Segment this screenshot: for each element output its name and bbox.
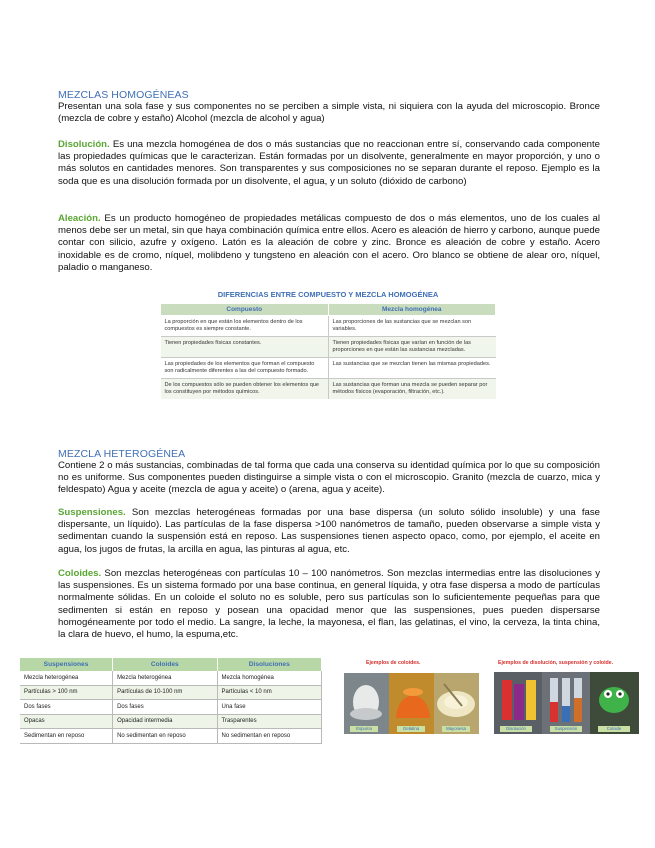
suspensiones-term: Suspensiones. — [58, 507, 126, 518]
table-row — [161, 337, 496, 358]
colloid-photos-illustration — [344, 658, 479, 736]
table-header-row — [161, 304, 496, 316]
table-cell: La proporción en que están los elementos dentro de los compuestos es siempre constante. — [161, 316, 329, 337]
table-cell: No sedimentan en reposo — [217, 729, 321, 744]
table-cell: Opacidad intermedia — [113, 714, 217, 729]
table-cell: Partículas < 10 nm — [217, 685, 321, 700]
table-cell: Las sustancias que se mezclan tienen las mismas propiedades. — [328, 358, 496, 379]
table-cell: Trasparentes — [217, 714, 321, 729]
aleacion-text: Es un producto homogéneo de propiedades metálicas compuesto de dos o más elementos, uno de los cuales al menos debe ser un metal, sin que haya combinación química entre ellos. Acero es aleación de hierro y carbono, aunque puede contar con silicio, azufre y oxígeno. Latón es la aleación de cobre y zinc. Bronce es aleación de cobre y estaño. Acero inoxidable es de cromo, níquel, molibdeno y tungsteno en aleación con el acero. Oro blanco se obtiene de alear oro, níquel, paladio o manganeso. — [58, 213, 600, 273]
heterogeneous-intro: Contiene 2 o más sustancias, combinadas de tal forma que cada una conserva su identidad química por lo que su composición no es uniforme. Sus componentes pueden distinguirse a simple vista o con el microscopio. Granito (mezcla de cuarzo, mica y feldespato) Agua y aceite (mezcla de agua y aceite) o (arena, agua y aceite). — [58, 460, 600, 496]
table-cell: Tienen propiedades físicas constantes. — [161, 337, 329, 358]
table-row — [161, 358, 496, 379]
suspensiones-text: Son mezclas heterogéneas formadas por una base dispersa (un soluto sólido insoluble) y una fase dispersante, un líquido). Las partículas de la fase dispersa >100 nanómetros de tamaño, pueden observarse a simple vista y sedimentan cuando la suspensión está en reposo. Las suspensiones tienen aspecto opaco, como, por ejemplo, el aceite en agua, los jugos de frutas, la arcilla en agua, las pinturas al agua, etc. — [58, 507, 600, 555]
table-cell: Mezcla homogénea — [217, 671, 321, 685]
table-cell: Las sustancias que forman una mezcla se pueden separar por métodos físicos (evaporación, filtración, etc.). — [328, 379, 496, 400]
figure-caption: Mayonesa — [442, 726, 470, 732]
table-row — [20, 685, 322, 700]
table-cell: Dos fases — [20, 700, 113, 715]
figure-caption: Espuma — [350, 726, 378, 732]
table-cell: Las proporciones de las sustancias que se mezclan son variables. — [328, 316, 496, 337]
disolucion-term: Disolución. — [58, 139, 110, 150]
compuesto-vs-mezcla-table — [160, 303, 496, 399]
table-cell: Mezcla heterogénea — [20, 671, 113, 685]
colloid-examples-figure — [344, 658, 479, 736]
homogeneous-heading: MEZCLAS HOMOGÉNEAS — [58, 89, 189, 101]
table-header: Coloides — [113, 658, 217, 671]
disolucion-paragraph — [58, 139, 600, 188]
aleacion-paragraph — [58, 213, 600, 274]
mixtures-photos-illustration — [494, 658, 639, 736]
table-row — [20, 700, 322, 715]
table-header: Mezcla homogénea — [328, 304, 496, 316]
table-cell: Opacas — [20, 714, 113, 729]
table-cell: Partículas > 100 nm — [20, 685, 113, 700]
suspensiones-paragraph — [58, 507, 600, 556]
table-cell: Sedimentan en reposo — [20, 729, 113, 744]
mixtures-comparison-table — [20, 658, 322, 744]
figure-title: Ejemplos de coloides. — [366, 660, 421, 666]
coloides-term: Coloides. — [58, 568, 102, 579]
table-cell: Partículas de 10-100 nm — [113, 685, 217, 700]
coloides-paragraph — [58, 568, 600, 641]
solution-suspension-colloid-figure — [494, 658, 639, 736]
aleacion-term: Aleación. — [58, 213, 101, 224]
figure-caption: Coloide — [598, 726, 630, 732]
table-row — [161, 379, 496, 400]
table-cell: Una fase — [217, 700, 321, 715]
table-row — [161, 316, 496, 337]
homogeneous-intro: Presentan una sola fase y sus componentes no se perciben a simple vista, ni siquiera con la ayuda del microscopio. Bronce (mezcla de cobre y estaño) Alcohol (mezcla de alcohol y agua) — [58, 101, 600, 125]
disolucion-text: Es una mezcla homogénea de dos o más sustancias que no reaccionan entre sí, conservando cada componente las propiedades químicas que le caracterizan. Están formadas por un disolvente, generalmente en mayor proporción, y uno o más solutos en cantidades menores. Son transparentes y sus composiciones no se separan durante el reposo. Ejemplo es la soda que es una disolución formada por un disolvente, el agua, y un soluto (dióxido de carbono) — [58, 139, 600, 187]
table-cell: De los compuestos sólo se pueden obtener los elementos que los constituyen por métodos químicos. — [161, 379, 329, 400]
table-header-row — [20, 658, 322, 671]
table-row — [20, 671, 322, 685]
table1-title: DIFERENCIAS ENTRE COMPUESTO Y MEZCLA HOMOGÉNEA — [217, 290, 439, 299]
table-row — [20, 729, 322, 744]
table-cell: Dos fases — [113, 700, 217, 715]
figure-title: Ejemplos de disolución, suspensión y coloide. — [498, 660, 614, 666]
figure-caption: Suspensión — [550, 726, 582, 732]
coloides-text: Son mezclas heterogéneas con partículas 10 – 100 nanómetros. Son mezclas intermedias entre las disoluciones y las suspensiones. Es un sistema formado por una base continua, en general líquida, y otra fase dispersa a modo de partículas normalmente sólidas. En un coloide el soluto no es soluble, pero sus partículas son lo suficientemente pequeñas para que sedimenten si están en reposo y posean una opacidad menor que las suspensiones, pues pueden dispersarse homogéneamente por todo el medio. La sangre, la leche, la mayonesa, el flan, las gelatinas, el vino, la cerveza, la tinta china, la clara de huevo, el humo, la espuma,etc. — [58, 568, 600, 641]
figure-caption: Gelatina — [397, 726, 425, 732]
heterogeneous-heading: MEZCLA HETEROGÉNEA — [58, 448, 186, 460]
table-cell: Tienen propiedades físicas que varían en función de las proporciones en que están las sustancias mezcladas. — [328, 337, 496, 358]
table-cell: No sedimentan en reposo — [113, 729, 217, 744]
table-cell: Las propiedades de los elementos que forman el compuesto son radicalmente diferentes a las del compuesto formado. — [161, 358, 329, 379]
table-header: Compuesto — [161, 304, 329, 316]
figure-caption: Disolución — [500, 726, 532, 732]
table-cell: Mezcla heterogénea — [113, 671, 217, 685]
table-header: Disoluciones — [217, 658, 321, 671]
table-header: Suspensiones — [20, 658, 113, 671]
table-row — [20, 714, 322, 729]
